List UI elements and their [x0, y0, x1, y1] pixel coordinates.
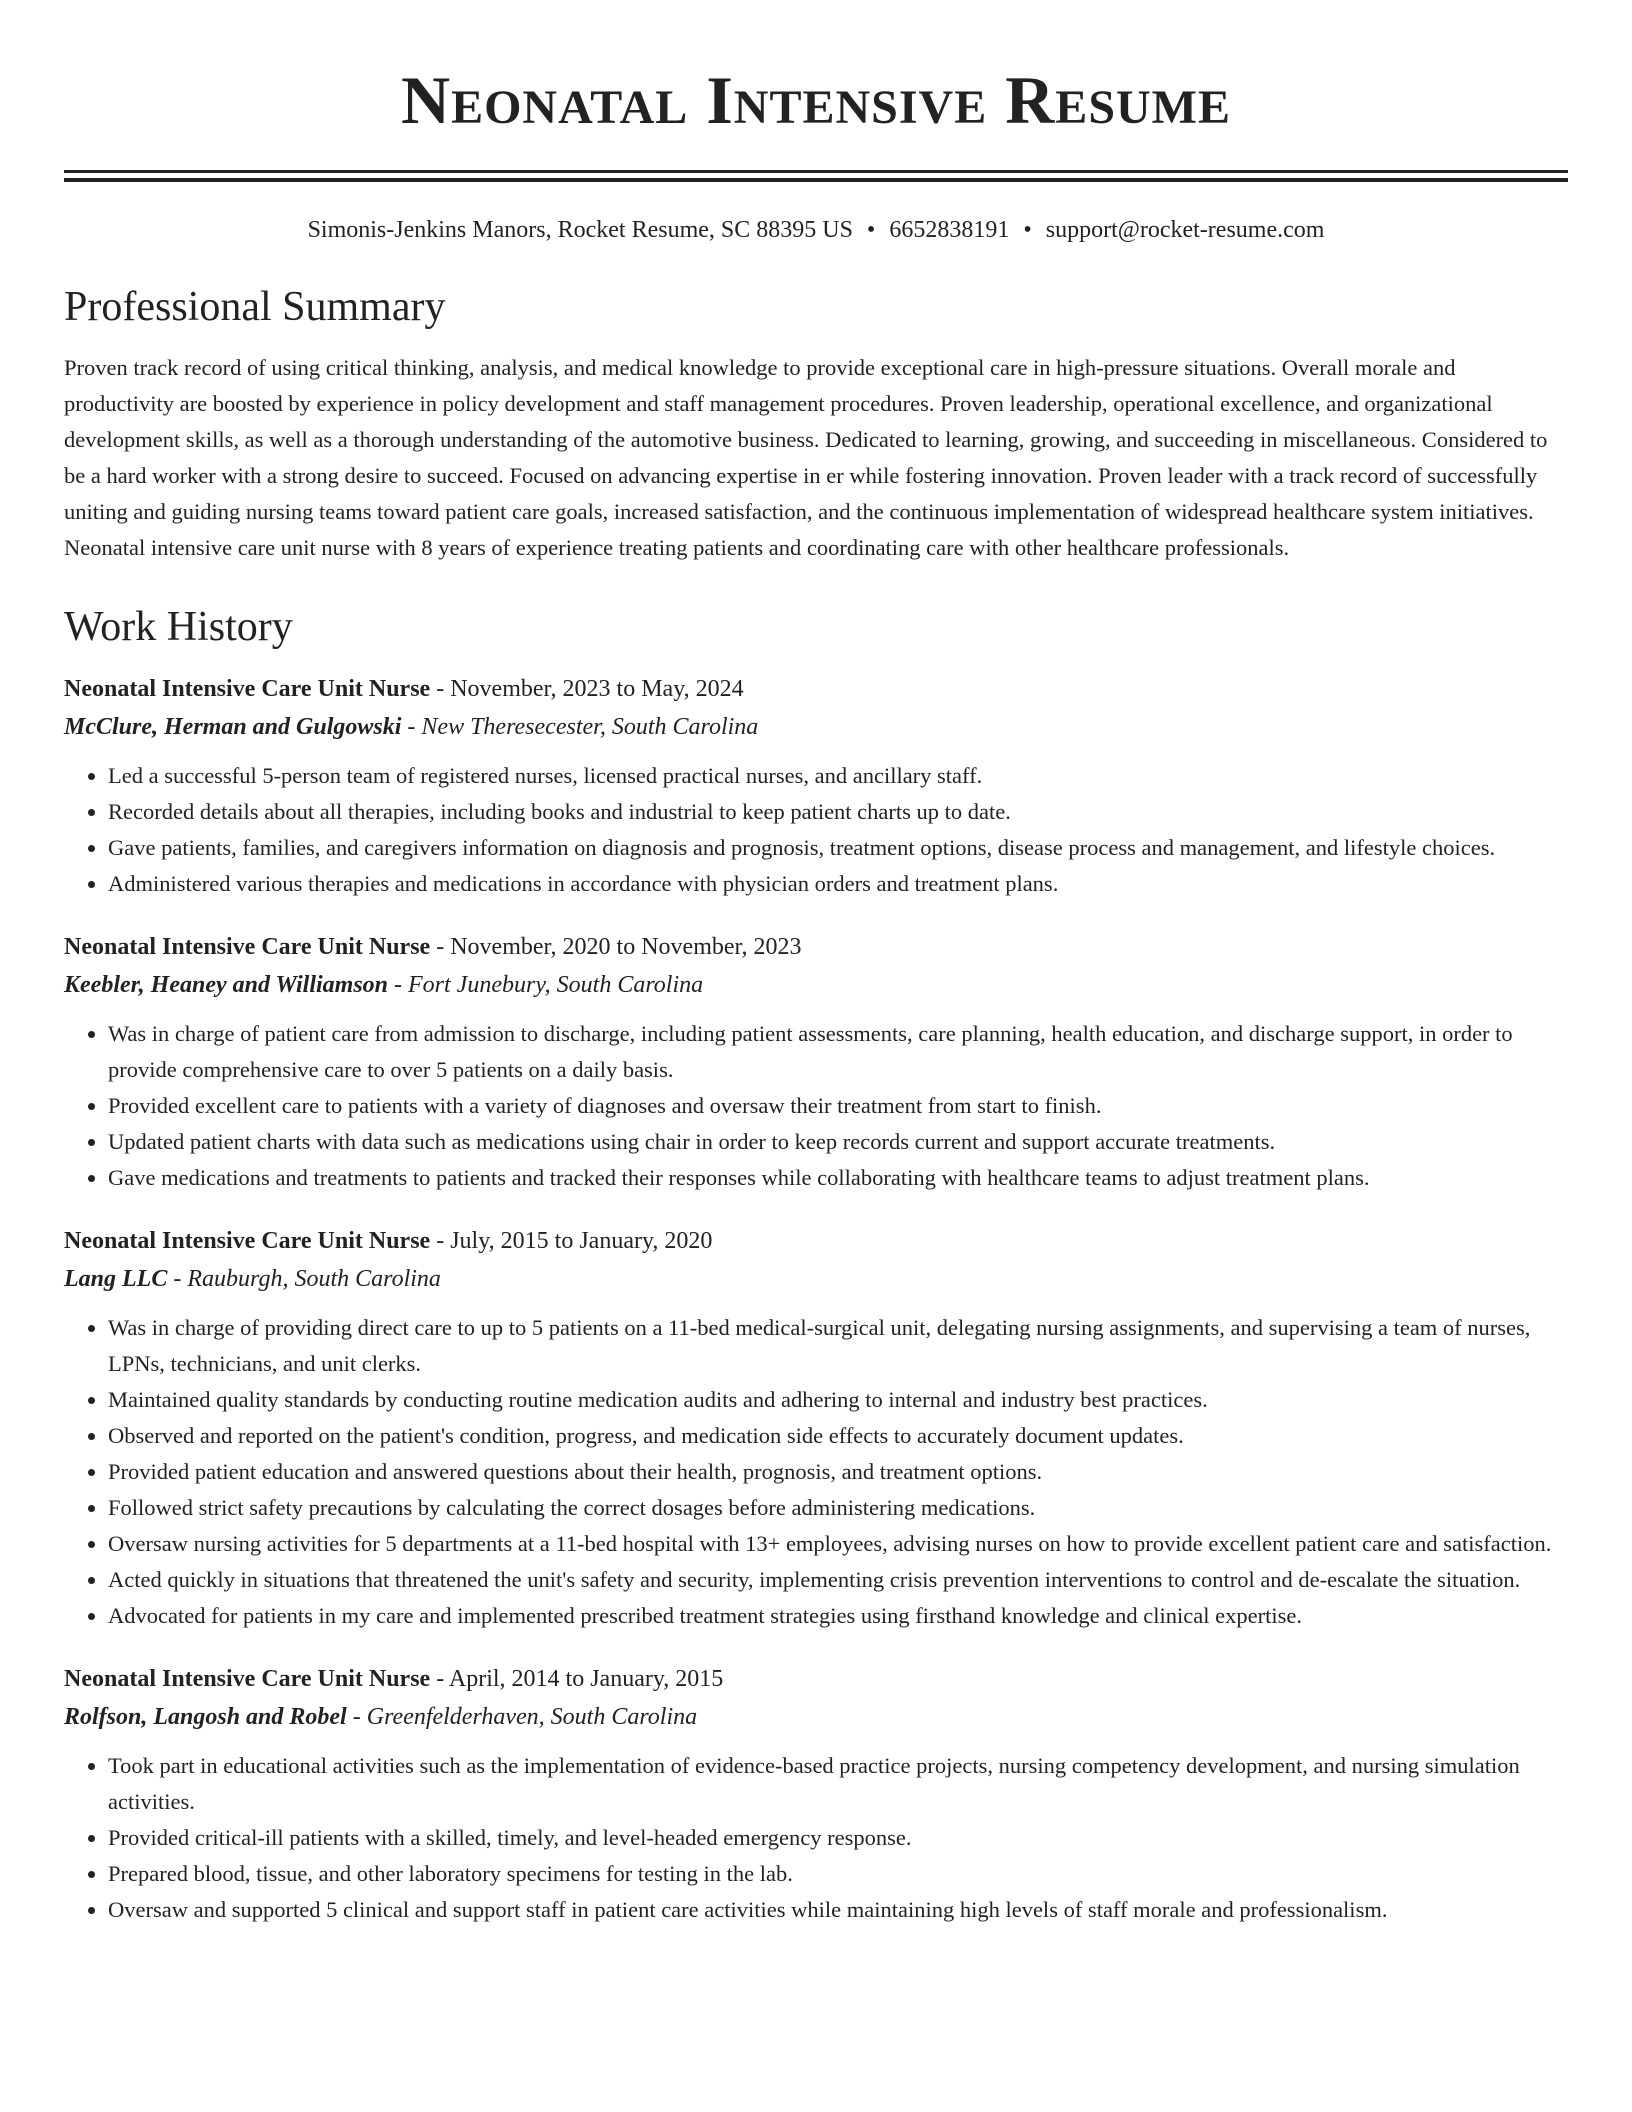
- job-location: Rauburgh, South Carolina: [187, 1266, 441, 1292]
- job-employer-line: [64, 708, 1568, 746]
- job-bullets: [64, 758, 1568, 902]
- job-dash: -: [430, 1666, 449, 1692]
- job-dash: -: [401, 714, 422, 740]
- title-divider: [64, 170, 1568, 182]
- job-title-line: [64, 670, 1568, 708]
- job-dash: -: [167, 1266, 188, 1292]
- job-bullets: [64, 1748, 1568, 1928]
- work-history-heading: Work History: [64, 604, 293, 650]
- contact-phone: 6652838191: [889, 217, 1010, 243]
- job-dates: November, 2020 to November, 2023: [450, 934, 802, 960]
- job-role: Neonatal Intensive Care Unit Nurse: [64, 1666, 431, 1692]
- job-bullet: • Acted quickly in situations that threatened the unit's safety and security, implementing crisis prevention interventions to control and de-escalate the situation.: [108, 1562, 1568, 1598]
- job-role: Neonatal Intensive Care Unit Nurse: [64, 676, 431, 702]
- job-bullet: • Oversaw nursing activities for 5 departments at a 11-bed hospital with 13+ employees, advising nurses on how to provide excellent patient care and satisfaction.: [108, 1526, 1568, 1562]
- job-bullet: • Provided critical-ill patients with a skilled, timely, and level-headed emergency response.: [108, 1820, 1568, 1856]
- job-entry: [64, 928, 1568, 1196]
- contact-address: Simonis-Jenkins Manors, Rocket Resume, SC 88395 US: [307, 217, 853, 243]
- contact-line: [64, 214, 1568, 246]
- job-bullet: • Was in charge of providing direct care to up to 5 patients on a 11-bed medical-surgical unit, delegating nursing assignments, and supervising a team of nurses, LPNs, technicians, and unit clerks.: [108, 1310, 1568, 1382]
- job-bullet: • Provided patient education and answered questions about their health, prognosis, and treatment options.: [108, 1454, 1568, 1490]
- job-bullet: • Administered various therapies and medications in accordance with physician orders and treatment plans.: [108, 866, 1568, 902]
- contact-separator: •: [866, 217, 876, 243]
- job-title-line: [64, 1222, 1568, 1260]
- contact-email: support@rocket-resume.com: [1045, 217, 1325, 243]
- job-bullet: • Followed strict safety precautions by calculating the correct dosages before administering medications.: [108, 1490, 1568, 1526]
- job-bullet: • Recorded details about all therapies, including books and industrial to keep patient charts up to date.: [108, 794, 1568, 830]
- job-role: Neonatal Intensive Care Unit Nurse: [64, 1228, 431, 1254]
- job-entry: [64, 1222, 1568, 1634]
- work-history-section: [64, 602, 1568, 1928]
- job-role: Neonatal Intensive Care Unit Nurse: [64, 934, 431, 960]
- job-company: McClure, Herman and Gulgowski: [64, 714, 402, 740]
- job-bullets: [64, 1310, 1568, 1634]
- job-bullet: • Oversaw and supported 5 clinical and support staff in patient care activities while maintaining high levels of staff morale and professionalism.: [108, 1892, 1568, 1928]
- summary-section: [64, 282, 1568, 566]
- job-bullet: • Provided excellent care to patients with a variety of diagnoses and oversaw their treatment from start to finish.: [108, 1088, 1568, 1124]
- job-dates: November, 2023 to May, 2024: [450, 676, 744, 702]
- job-dates: April, 2014 to January, 2015: [448, 1666, 724, 1692]
- job-bullet: • Maintained quality standards by conducting routine medication audits and adhering to internal and industry best practices.: [108, 1382, 1568, 1418]
- job-bullet: • Prepared blood, tissue, and other laboratory specimens for testing in the lab.: [108, 1856, 1568, 1892]
- summary-text: Proven track record of using critical thinking, analysis, and medical knowledge to provide exceptional care in high-pressure situations. Overall morale and productivity are boosted by experience in policy development and staff management procedures. Proven leadership, operational excellence, and organizational development skills, as well as a thorough understanding of the automotive business. Dedicated to learning, growing, and succeeding in miscellaneous. Considered to be a hard worker with a strong desire to succeed. Focused on advancing expertise in er while fostering innovation. Proven leader with a track record of successfully uniting and guiding nursing teams toward patient care goals, increased satisfaction, and the continuous implementation of widespread healthcare system initiatives. Neonatal intensive care unit nurse with 8 years of experience treating patients and coordinating care with other healthcare professionals.: [64, 355, 1548, 560]
- job-company: Keebler, Heaney and Williamson: [64, 972, 389, 998]
- job-location: Fort Junebury, South Carolina: [408, 972, 704, 998]
- job-employer-line: [64, 966, 1568, 1004]
- job-bullet: • Led a successful 5-person team of registered nurses, licensed practical nurses, and ancillary staff.: [108, 758, 1568, 794]
- job-bullet: • Advocated for patients in my care and implemented prescribed treatment strategies using firsthand knowledge and clinical expertise.: [108, 1598, 1568, 1634]
- job-title-line: [64, 1660, 1568, 1698]
- job-bullet: • Took part in educational activities such as the implementation of evidence-based practice projects, nursing competency development, and nursing simulation activities.: [108, 1748, 1568, 1820]
- resume-title: Neonatal Intensive Resume: [400, 62, 1232, 138]
- job-employer-line: [64, 1260, 1568, 1298]
- job-bullets: [64, 1016, 1568, 1196]
- job-dash: -: [430, 676, 451, 702]
- summary-heading: Professional Summary: [64, 284, 446, 330]
- job-dash: -: [430, 934, 451, 960]
- job-dash: -: [388, 972, 409, 998]
- job-dates: July, 2015 to January, 2020: [450, 1228, 713, 1254]
- job-location: New Theresecester, South Carolina: [421, 714, 759, 740]
- job-dash: -: [346, 1704, 367, 1730]
- job-bullet: • Was in charge of patient care from admission to discharge, including patient assessments, care planning, health education, and discharge support, in order to provide comprehensive care to over 5 patients on a daily basis.: [108, 1016, 1568, 1088]
- job-entry: [64, 1660, 1568, 1928]
- job-dash: -: [430, 1228, 451, 1254]
- job-company: Rolfson, Langosh and Robel: [64, 1704, 347, 1730]
- job-company: Lang LLC: [64, 1266, 168, 1292]
- job-employer-line: [64, 1698, 1568, 1736]
- job-title-line: [64, 928, 1568, 966]
- job-bullet: • Gave patients, families, and caregivers information on diagnosis and prognosis, treatment options, disease process and management, and lifestyle choices.: [108, 830, 1568, 866]
- contact-separator: •: [1023, 217, 1032, 243]
- job-bullet: • Updated patient charts with data such as medications using chair in order to keep records current and support accurate treatments.: [108, 1124, 1568, 1160]
- job-bullet: • Gave medications and treatments to patients and tracked their responses while collaborating with healthcare teams to adjust treatment plans.: [108, 1160, 1568, 1196]
- job-bullet: • Observed and reported on the patient's condition, progress, and medication side effects to accurately document updates.: [108, 1418, 1568, 1454]
- job-location: Greenfelderhaven, South Carolina: [366, 1704, 698, 1730]
- job-entry: [64, 670, 1568, 902]
